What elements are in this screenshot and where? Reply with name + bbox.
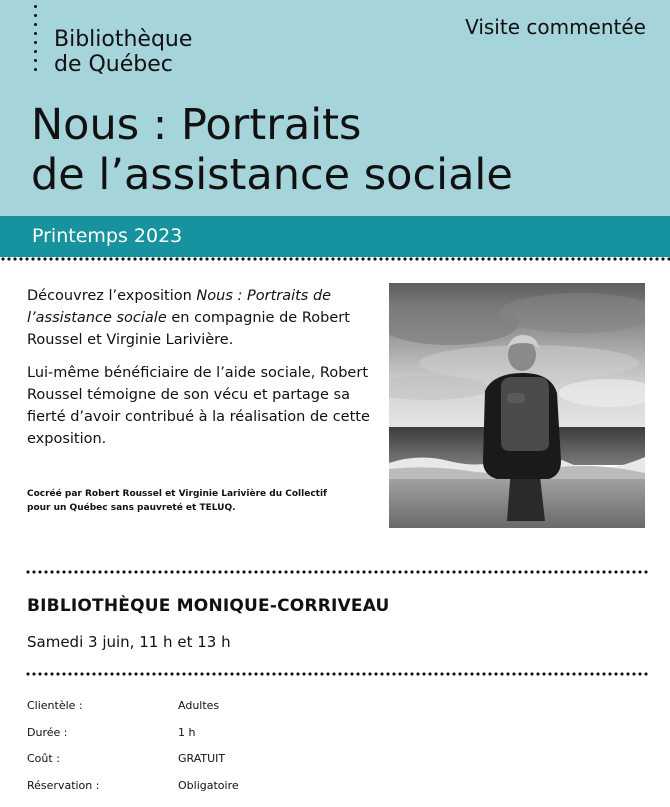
logo-line-1: Bibliothèque: [54, 27, 193, 52]
detail-row-clientele: [27, 699, 427, 717]
detail-label: Durée :: [27, 726, 68, 739]
detail-row-cout: [27, 752, 427, 770]
header-banner: [0, 0, 670, 216]
event-date: Samedi 3 juin, 11 h et 13 h: [27, 633, 231, 651]
credit-line-2: pour un Québec sans pauvreté et TELUQ.: [27, 503, 236, 513]
detail-value: GRATUIT: [178, 752, 226, 765]
dotted-divider-2: [25, 672, 650, 676]
exhibition-photo: [389, 283, 645, 528]
intro-text: [27, 285, 382, 461]
detail-row-reservation: [27, 779, 427, 797]
detail-value: 1 h: [178, 726, 196, 739]
logo-dots: [34, 5, 38, 77]
photo-man-at-beach: [389, 283, 645, 528]
venue-name: BIBLIOTHÈQUE MONIQUE-CORRIVEAU: [27, 596, 390, 616]
dotted-divider-1: [25, 570, 650, 574]
detail-row-duree: [27, 726, 427, 744]
dotted-divider-top: [0, 257, 670, 261]
exhibition-name: Nous : Portraits de l’assistance sociale: [27, 288, 332, 326]
intro-paragraph-2: Lui-même bénéficiaire de l’aide sociale, Robert Roussel témoigne de son vécu et partage sa fierté d’avoir contribué à la réalisation de cette exposition.: [27, 365, 370, 447]
season-band: [0, 216, 670, 257]
event-type-tag: Visite commentée: [465, 15, 646, 39]
detail-value: Obligatoire: [178, 779, 239, 792]
intro-p1-end: en compagnie de Robert Roussel et Virginie Larivière.: [27, 310, 350, 348]
intro-p1-start: Découvrez l’exposition: [27, 288, 197, 304]
intro-paragraph-1: [27, 285, 382, 351]
detail-label: Clientèle :: [27, 699, 83, 712]
credit-line-1: Cocréé par Robert Roussel et Virginie Larivière du Collectif: [27, 489, 327, 499]
season-label: Printemps 2023: [32, 225, 183, 247]
library-logo: [54, 27, 192, 77]
title-line-1: Nous : Portraits: [31, 100, 362, 150]
credit-text: [27, 487, 367, 515]
logo-line-2: de Québec: [54, 52, 173, 77]
detail-label: Coût :: [27, 752, 60, 765]
page-title: [31, 100, 513, 200]
detail-value: Adultes: [178, 699, 220, 712]
detail-label: Réservation :: [27, 779, 100, 792]
title-line-2: de l’assistance sociale: [31, 150, 513, 200]
